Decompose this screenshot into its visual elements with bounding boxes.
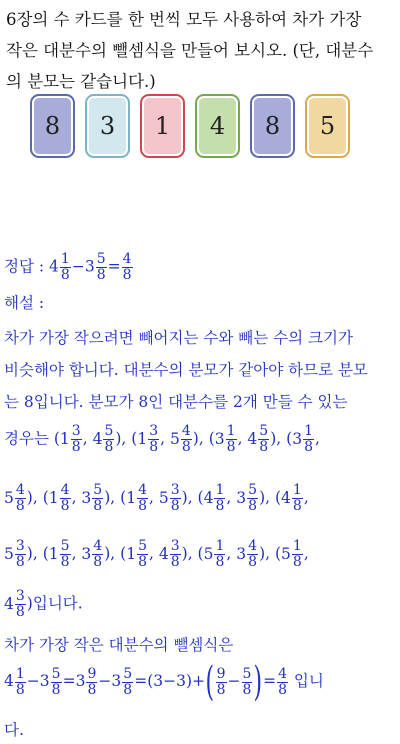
denominator: 8 bbox=[215, 498, 225, 514]
fraction bbox=[15, 539, 26, 570]
whole-part: 4 bbox=[49, 257, 59, 276]
card-value: 8 bbox=[254, 98, 291, 154]
whole-part: 4 bbox=[4, 594, 14, 613]
paren: ), bbox=[259, 544, 275, 563]
whole-part: 1 bbox=[48, 544, 59, 563]
paren: ( bbox=[274, 488, 282, 507]
denominator: 8 bbox=[215, 554, 225, 570]
fraction: $\frac{4}{8}$ bbox=[278, 665, 287, 698]
fraction bbox=[92, 483, 103, 514]
whole-part: 1 bbox=[126, 544, 137, 563]
mixed-number bbox=[158, 482, 182, 514]
mixed-number bbox=[81, 482, 104, 514]
mixed-number bbox=[236, 482, 259, 514]
mixed-number bbox=[4, 482, 27, 514]
denominator: 8 bbox=[259, 439, 269, 455]
numerator: 4 bbox=[138, 482, 147, 498]
paren: ( bbox=[274, 544, 282, 563]
paren: ( bbox=[53, 429, 60, 448]
mixed-number bbox=[59, 423, 83, 455]
explanation-label: 해설 : bbox=[4, 294, 45, 312]
equals-sign: = bbox=[107, 257, 121, 276]
whole-part: 1 bbox=[137, 429, 148, 448]
mixed-number bbox=[4, 538, 27, 570]
denominator: 8 bbox=[248, 498, 258, 514]
fraction bbox=[103, 424, 114, 455]
numerator: 5 bbox=[104, 423, 114, 439]
paren: ( bbox=[208, 429, 215, 448]
whole-part: 3 bbox=[236, 488, 247, 507]
denominator: 8 bbox=[60, 554, 70, 570]
pairs-ending: )입니다. bbox=[26, 594, 83, 613]
mixed-number bbox=[48, 482, 72, 514]
denominator: 8 bbox=[15, 604, 25, 620]
comma: , bbox=[303, 488, 309, 507]
whole-part: 5 bbox=[4, 544, 14, 563]
fraction bbox=[15, 483, 26, 514]
denominator: 8 bbox=[149, 439, 159, 455]
pairs-line bbox=[4, 483, 309, 514]
fraction bbox=[214, 483, 225, 514]
fraction bbox=[92, 539, 103, 570]
paren: ( bbox=[120, 488, 127, 507]
whole-part: 4 bbox=[203, 488, 214, 507]
paren: ), bbox=[104, 488, 121, 507]
mixed-number bbox=[292, 423, 315, 455]
denominator: 8 bbox=[181, 439, 191, 455]
numerator: 1 bbox=[226, 423, 236, 439]
minus-sign: − bbox=[71, 257, 85, 276]
fraction bbox=[170, 539, 181, 570]
paren: ), bbox=[192, 429, 209, 448]
explanation-line: 는 8입니다. 분모가 8인 대분수를 2개 만들 수 있는 bbox=[4, 393, 348, 411]
fraction bbox=[247, 539, 258, 570]
pairs-line bbox=[4, 539, 309, 570]
explanation-line: 차가 가장 작은 대분수의 뺄셈식은 bbox=[4, 636, 234, 654]
whole-part: 1 bbox=[126, 488, 137, 507]
paren: ), bbox=[26, 544, 43, 563]
whole-part: 3 bbox=[214, 429, 225, 448]
mixed-number bbox=[126, 538, 149, 570]
numerator: 5 bbox=[60, 538, 70, 554]
paren: ( bbox=[131, 429, 138, 448]
fraction bbox=[292, 539, 303, 570]
denominator: 8 bbox=[170, 554, 180, 570]
mixed-number bbox=[281, 538, 304, 570]
mixed-number bbox=[247, 423, 270, 455]
paren: ( bbox=[120, 544, 127, 563]
paren: ( bbox=[42, 488, 49, 507]
pairs-line bbox=[4, 589, 83, 620]
number-cards bbox=[30, 94, 350, 158]
whole-part: 1 bbox=[48, 488, 59, 507]
fraction: $\frac{4}{8}$ bbox=[122, 251, 132, 283]
explanation-line: 차가 가장 작으려면 빼어지는 수와 빼는 수의 크기가 bbox=[4, 329, 353, 347]
card-value: 4 bbox=[199, 98, 236, 154]
numerator: 1 bbox=[215, 538, 225, 554]
numerator: 3 bbox=[15, 538, 25, 554]
paren: ), bbox=[26, 488, 43, 507]
fraction: $\frac{5}{8}$ bbox=[242, 665, 252, 698]
fraction bbox=[181, 424, 192, 455]
comma: , bbox=[160, 429, 170, 448]
numerator: 3 bbox=[170, 482, 180, 498]
number-card bbox=[30, 94, 75, 158]
calculation-line: 4 $\frac{1}{8}$ −3 $\frac{5}{8}$ =3 $\frac{9}{8}$ −3 $\frac{5}{8}$ =(3−3)+( $\frac{9}{8}$ − $\frac{5}{8}$ )= $\frac{4}{8}$ 입니 bbox=[4, 659, 324, 705]
problem-statement bbox=[6, 4, 398, 97]
fraction bbox=[170, 483, 181, 514]
whole-part: 5 bbox=[158, 488, 169, 507]
whole-part: 5 bbox=[281, 544, 291, 563]
numerator: 5 bbox=[248, 482, 258, 498]
denominator: 8 bbox=[248, 554, 258, 570]
whole-part: 3 bbox=[81, 544, 92, 563]
numerator: 4 bbox=[60, 482, 70, 498]
numerator: 1 bbox=[292, 538, 302, 554]
paren: ), bbox=[270, 429, 287, 448]
denominator: 8 bbox=[226, 439, 236, 455]
fraction bbox=[226, 424, 237, 455]
card-value: 3 bbox=[89, 98, 126, 154]
numerator: 1 bbox=[304, 423, 313, 439]
mixed-number bbox=[203, 482, 227, 514]
fraction bbox=[292, 483, 303, 514]
comma: , bbox=[303, 544, 309, 563]
mixed-number bbox=[203, 538, 227, 570]
denominator: 8 bbox=[104, 439, 114, 455]
fraction bbox=[60, 539, 71, 570]
comma: , bbox=[82, 429, 93, 448]
fraction bbox=[60, 483, 71, 514]
card-value: 5 bbox=[309, 98, 346, 154]
explanation-line: 다. bbox=[4, 721, 24, 739]
numerator: 3 bbox=[15, 588, 25, 604]
whole-part: 5 bbox=[4, 488, 14, 507]
denominator: 8 bbox=[71, 439, 81, 455]
answer-line bbox=[4, 252, 134, 283]
mixed-number bbox=[281, 482, 304, 514]
fraction: $\frac{5}{8}$ bbox=[96, 251, 106, 283]
fraction: $\frac{9}{8}$ bbox=[216, 665, 226, 698]
mixed-number bbox=[4, 588, 27, 620]
paren: ( bbox=[197, 544, 204, 563]
fraction bbox=[137, 539, 148, 570]
fraction bbox=[258, 424, 269, 455]
mixed-number bbox=[170, 423, 193, 455]
comma: , bbox=[237, 429, 248, 448]
numerator: 5 bbox=[93, 482, 103, 498]
fraction: $\frac{1}{8}$ bbox=[15, 665, 25, 698]
paren: ), bbox=[259, 488, 275, 507]
whole-part: 4 bbox=[247, 429, 258, 448]
number-card bbox=[305, 94, 350, 158]
comma: , bbox=[148, 488, 159, 507]
card-value: 1 bbox=[144, 98, 181, 154]
fraction: $\frac{1}{8}$ bbox=[60, 251, 70, 283]
mixed-number bbox=[92, 423, 116, 455]
paren: ), bbox=[115, 429, 132, 448]
denominator: 8 bbox=[138, 554, 147, 570]
numerator: 5 bbox=[259, 423, 269, 439]
whole-part: 4 bbox=[158, 544, 169, 563]
denominator: 8 bbox=[170, 498, 180, 514]
whole-part: 3 bbox=[236, 544, 247, 563]
denominator: 8 bbox=[292, 498, 302, 514]
fraction: $\frac{5}{8}$ bbox=[51, 665, 61, 698]
paren: ), bbox=[104, 544, 121, 563]
explanation-line: 비슷해야 합니다. 대분수의 분모가 같아야 하므로 분모 bbox=[4, 361, 368, 379]
mixed-number bbox=[158, 538, 182, 570]
numerator: 3 bbox=[71, 423, 81, 439]
fraction bbox=[137, 483, 148, 514]
comma: , bbox=[226, 544, 237, 563]
pairs-line bbox=[4, 424, 320, 455]
numerator: 1 bbox=[215, 482, 225, 498]
whole-part: 3 bbox=[292, 429, 303, 448]
numerator: 3 bbox=[149, 423, 159, 439]
mixed-number bbox=[126, 482, 149, 514]
fraction bbox=[148, 424, 159, 455]
whole-part: 4 bbox=[281, 488, 291, 507]
problem-line: 작은 대분수의 뺄셈식을 만들어 보시오. (단, 대분수 bbox=[6, 41, 374, 60]
mixed-number bbox=[214, 423, 238, 455]
fraction bbox=[15, 589, 26, 620]
denominator: 8 bbox=[292, 554, 302, 570]
denominator: 8 bbox=[93, 498, 103, 514]
numerator: 4 bbox=[93, 538, 103, 554]
fraction: $\frac{9}{8}$ bbox=[87, 665, 97, 698]
fraction: $\frac{5}{8}$ bbox=[123, 665, 133, 698]
fraction bbox=[303, 424, 314, 455]
denominator: 8 bbox=[304, 439, 313, 455]
numerator: 4 bbox=[15, 482, 25, 498]
paren: ( bbox=[197, 488, 204, 507]
paren: ( bbox=[286, 429, 293, 448]
number-card bbox=[85, 94, 130, 158]
whole-part: 5 bbox=[170, 429, 180, 448]
mixed-number bbox=[236, 538, 259, 570]
comma: , bbox=[148, 544, 159, 563]
whole-part: 3 bbox=[84, 257, 95, 276]
numerator: 4 bbox=[248, 538, 258, 554]
denominator: 8 bbox=[138, 498, 147, 514]
mixed-number bbox=[137, 423, 160, 455]
whole-part: 4 bbox=[92, 429, 103, 448]
fraction bbox=[214, 539, 225, 570]
pairs-intro: 경우는 bbox=[4, 429, 54, 448]
denominator: 8 bbox=[15, 554, 25, 570]
answer-label: 정답 : bbox=[4, 257, 50, 276]
mixed-number bbox=[48, 538, 72, 570]
fraction bbox=[71, 424, 82, 455]
number-card bbox=[250, 94, 295, 158]
paren: ), bbox=[181, 488, 198, 507]
comma: , bbox=[314, 429, 320, 448]
paren: ), bbox=[181, 544, 198, 563]
paren: ( bbox=[42, 544, 49, 563]
numerator: 4 bbox=[181, 423, 191, 439]
number-card bbox=[195, 94, 240, 158]
numerator: 3 bbox=[170, 538, 180, 554]
denominator: 8 bbox=[15, 498, 25, 514]
mixed-number bbox=[81, 538, 104, 570]
numerator: 5 bbox=[138, 538, 147, 554]
problem-line: 6장의 수 카드를 한 번씩 모두 사용하여 차가 가장 bbox=[6, 10, 362, 29]
denominator: 8 bbox=[93, 554, 103, 570]
problem-line: 의 분모는 같습니다.) bbox=[6, 72, 156, 91]
fraction bbox=[247, 483, 258, 514]
whole-part: 1 bbox=[59, 429, 70, 448]
denominator: 8 bbox=[60, 498, 70, 514]
card-value: 8 bbox=[34, 98, 71, 154]
whole-part: 3 bbox=[81, 488, 92, 507]
number-card bbox=[140, 94, 185, 158]
comma: , bbox=[71, 544, 82, 563]
comma: , bbox=[71, 488, 82, 507]
whole-part: 5 bbox=[203, 544, 214, 563]
comma: , bbox=[226, 488, 237, 507]
numerator: 1 bbox=[292, 482, 302, 498]
